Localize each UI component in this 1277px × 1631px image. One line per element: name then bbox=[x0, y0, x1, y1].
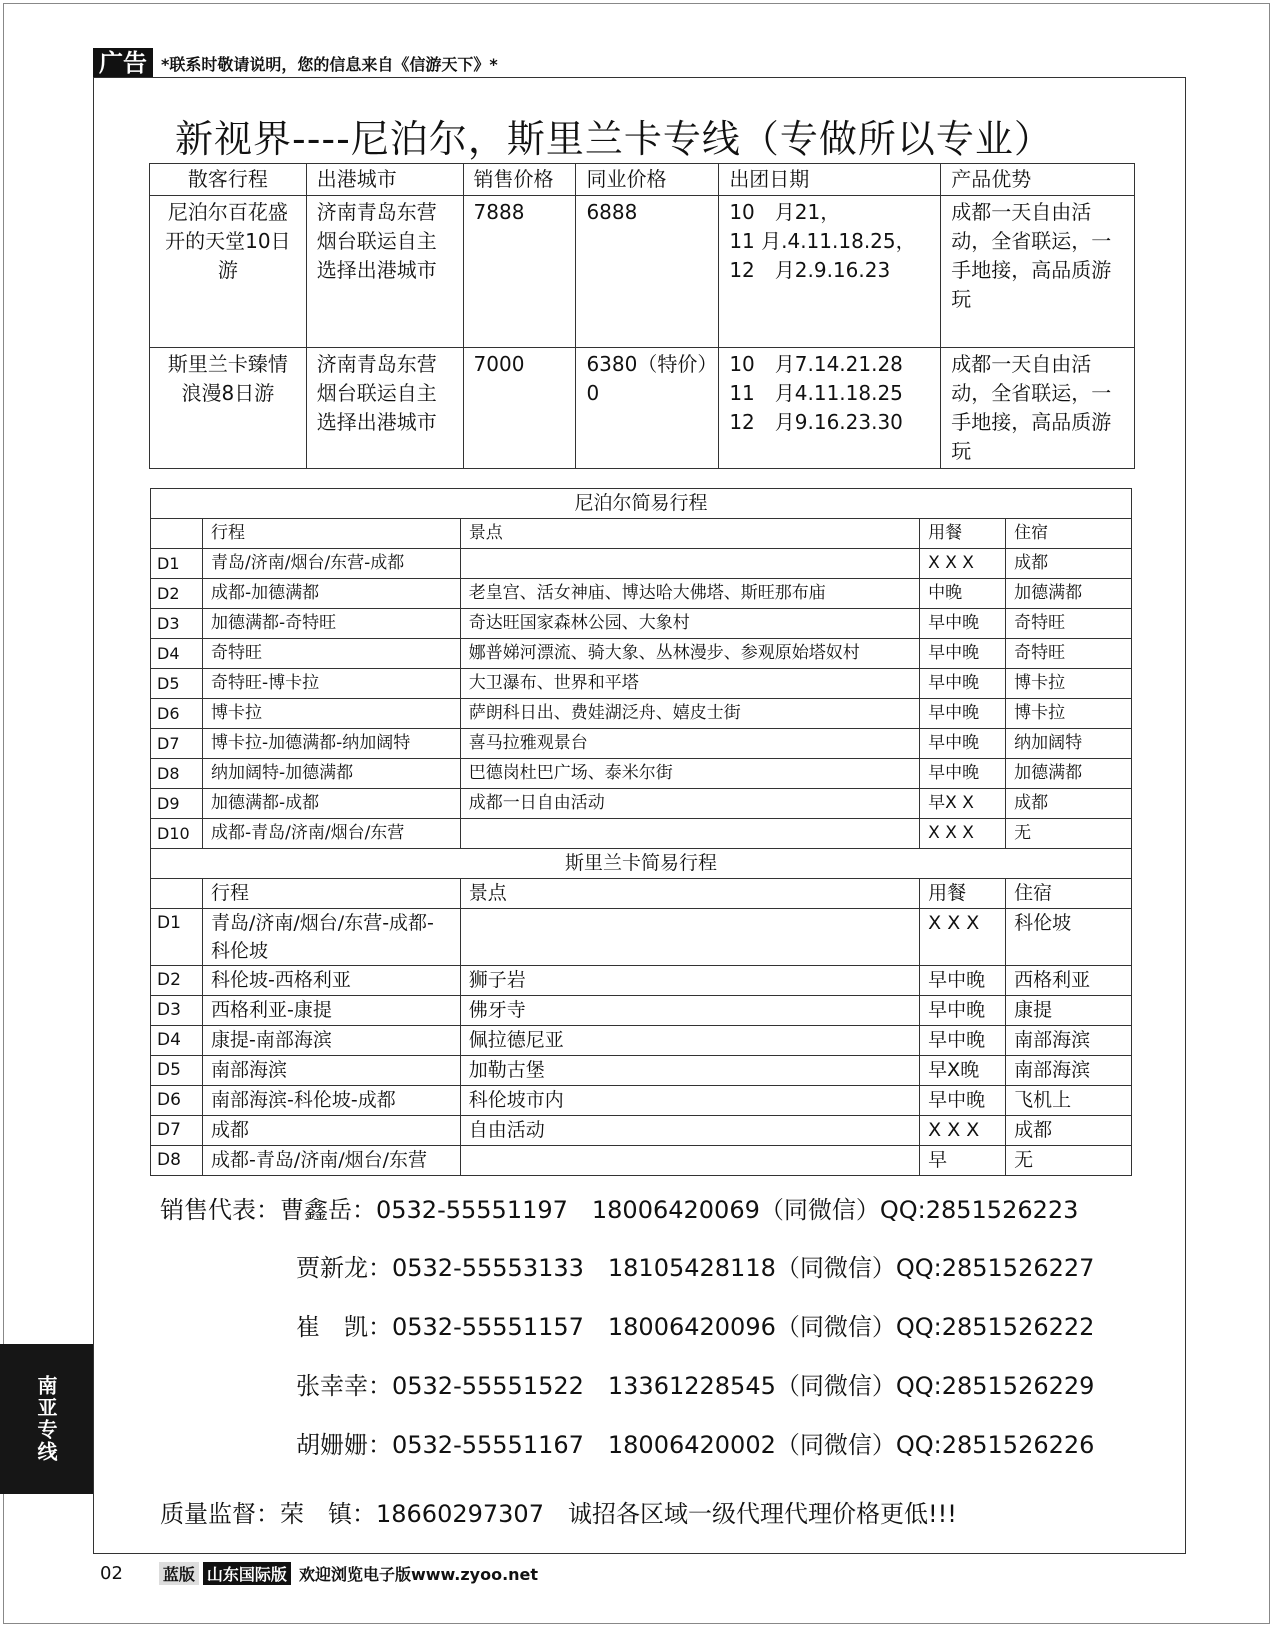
day-cell: D8 bbox=[151, 759, 203, 789]
hotel-cell: 成都 bbox=[1006, 1116, 1132, 1146]
col-header bbox=[151, 519, 203, 549]
hotel-cell: 无 bbox=[1006, 819, 1132, 849]
side-tab-label: 南亚专线 bbox=[34, 1375, 58, 1463]
departure-city: 济南青岛东营烟台联运自主选择出港城市 bbox=[306, 196, 463, 348]
hotel-cell: 加德满都 bbox=[1006, 759, 1132, 789]
col-header: 用餐 bbox=[920, 879, 1006, 909]
itinerary-row bbox=[151, 909, 1132, 966]
itinerary-row bbox=[151, 1086, 1132, 1116]
sales-rep: 贾新龙：0532-55553133 18105428118（同微信）QQ:2851526227 bbox=[296, 1254, 1095, 1282]
meals-cell: X X X bbox=[920, 1116, 1006, 1146]
itinerary-row bbox=[151, 669, 1132, 699]
meals-cell: 早中晚 bbox=[920, 699, 1006, 729]
hotel-cell: 博卡拉 bbox=[1006, 669, 1132, 699]
section-title: 斯里兰卡简易行程 bbox=[151, 849, 1132, 879]
col-header: 用餐 bbox=[920, 519, 1006, 549]
day-cell: D6 bbox=[151, 1086, 203, 1116]
sights-cell: 奇达旺国家森林公园、大象村 bbox=[460, 609, 919, 639]
sales-rep: 曹鑫岳：0532-55551197 18006420069（同微信）QQ:2851526223 bbox=[280, 1196, 1079, 1224]
day-cell: D2 bbox=[151, 966, 203, 996]
sights-cell bbox=[460, 1146, 919, 1176]
itinerary-row bbox=[151, 639, 1132, 669]
date-line: 10 月7.14.21.28 bbox=[729, 352, 903, 376]
sights-cell: 喜马拉雅观景台 bbox=[460, 729, 919, 759]
route-cell: 博卡拉 bbox=[202, 699, 460, 729]
meals-cell: 早中晚 bbox=[920, 1086, 1006, 1116]
route-cell: 成都-加德满都 bbox=[202, 579, 460, 609]
page-title: 新视界----尼泊尔，斯里兰卡专线（专做所以专业） bbox=[175, 117, 1053, 161]
hotel-cell: 飞机上 bbox=[1006, 1086, 1132, 1116]
meals-cell: 早中晚 bbox=[920, 966, 1006, 996]
itinerary-row bbox=[151, 819, 1132, 849]
sights-cell: 娜普娣河漂流、骑大象、丛林漫步、参观原始塔奴村 bbox=[460, 639, 919, 669]
section-title-row bbox=[151, 489, 1132, 519]
meals-cell: 早中晚 bbox=[920, 996, 1006, 1026]
sales-contact-line bbox=[296, 1248, 1094, 1283]
route-cell: 奇特旺 bbox=[202, 639, 460, 669]
route-cell: 南部海滨 bbox=[202, 1056, 460, 1086]
col-header: 散客行程 bbox=[150, 164, 307, 196]
route-cell: 成都-青岛/济南/烟台/东营 bbox=[202, 819, 460, 849]
hotel-cell: 奇特旺 bbox=[1006, 609, 1132, 639]
sales-contact-line bbox=[296, 1307, 1094, 1342]
col-header: 出团日期 bbox=[719, 164, 941, 196]
meals-cell: 早中晚 bbox=[920, 729, 1006, 759]
col-header: 景点 bbox=[460, 519, 919, 549]
route-cell: 纳加阔特-加德满都 bbox=[202, 759, 460, 789]
sales-contact-line bbox=[160, 1190, 1078, 1225]
meals-cell: 早中晚 bbox=[920, 639, 1006, 669]
day-cell: D7 bbox=[151, 729, 203, 759]
day-cell: D8 bbox=[151, 1146, 203, 1176]
sales-contact-line bbox=[296, 1425, 1094, 1460]
itinerary-row bbox=[151, 579, 1132, 609]
edition-tag: 蓝版 bbox=[159, 1562, 199, 1585]
sights-cell: 佛牙寺 bbox=[460, 996, 919, 1026]
hotel-cell: 南部海滨 bbox=[1006, 1056, 1132, 1086]
section-title-row bbox=[151, 849, 1132, 879]
col-header: 行程 bbox=[202, 519, 460, 549]
meals-cell: 中晚 bbox=[920, 579, 1006, 609]
ad-note: *联系时敬请说明，您的信息来自《信游天下》* bbox=[161, 54, 498, 74]
pricing-header-row bbox=[150, 164, 1135, 196]
day-cell: D1 bbox=[151, 549, 203, 579]
itinerary-row bbox=[151, 966, 1132, 996]
hotel-cell: 康提 bbox=[1006, 996, 1132, 1026]
meals-cell: 早中晚 bbox=[920, 669, 1006, 699]
meals-cell: 早 bbox=[920, 1146, 1006, 1176]
hotel-cell: 纳加阔特 bbox=[1006, 729, 1132, 759]
route-cell: 成都 bbox=[202, 1116, 460, 1146]
departure-dates bbox=[719, 196, 941, 348]
website-link[interactable]: 欢迎浏览电子版www.zyoo.net bbox=[298, 1564, 539, 1584]
meals-cell: 早中晚 bbox=[920, 759, 1006, 789]
trade-price: 6888 bbox=[576, 196, 719, 348]
itinerary-row bbox=[151, 609, 1132, 639]
route-cell: 科伦坡-西格利亚 bbox=[202, 966, 460, 996]
route-cell: 青岛/济南/烟台/东营-成都 bbox=[202, 549, 460, 579]
tour-name: 斯里兰卡臻情浪漫8日游 bbox=[150, 348, 307, 469]
itinerary-row bbox=[151, 996, 1132, 1026]
date-line: 12 月9.16.23.30 bbox=[729, 410, 903, 434]
hotel-cell: 科伦坡 bbox=[1006, 909, 1132, 966]
route-cell: 青岛/济南/烟台/东营-成都-科伦坡 bbox=[202, 909, 460, 966]
sights-cell bbox=[460, 549, 919, 579]
sale-price: 7000 bbox=[463, 348, 576, 469]
hotel-cell: 博卡拉 bbox=[1006, 699, 1132, 729]
quality-line: 质量监督：荣 镇：18660297307 诚招各区域一级代理代理价格更低!!! bbox=[160, 1500, 957, 1528]
route-cell: 南部海滨-科伦坡-成都 bbox=[202, 1086, 460, 1116]
itinerary-header-row bbox=[151, 879, 1132, 909]
hotel-cell: 南部海滨 bbox=[1006, 1026, 1132, 1056]
itinerary-row bbox=[151, 549, 1132, 579]
col-header: 销售价格 bbox=[463, 164, 576, 196]
route-cell: 博卡拉-加德满都-纳加阔特 bbox=[202, 729, 460, 759]
hotel-cell: 成都 bbox=[1006, 789, 1132, 819]
hotel-cell: 西格利亚 bbox=[1006, 966, 1132, 996]
day-cell: D5 bbox=[151, 669, 203, 699]
pricing-table bbox=[149, 163, 1135, 469]
date-line: 11 月4.11.18.25 bbox=[729, 381, 903, 405]
sights-cell: 巴德岗杜巴广场、泰米尔街 bbox=[460, 759, 919, 789]
sales-contact-line bbox=[296, 1366, 1094, 1401]
meals-cell: 早X X bbox=[920, 789, 1006, 819]
trade-price: 6380（特价）0 bbox=[576, 348, 719, 469]
day-cell: D5 bbox=[151, 1056, 203, 1086]
day-cell: D1 bbox=[151, 909, 203, 966]
sights-cell: 成都一日自由活动 bbox=[460, 789, 919, 819]
day-cell: D4 bbox=[151, 1026, 203, 1056]
advantage: 成都一天自由活动，全省联运，一手地接，高品质游玩 bbox=[941, 348, 1135, 469]
meals-cell: X X X bbox=[920, 549, 1006, 579]
col-header: 出港城市 bbox=[306, 164, 463, 196]
day-cell: D4 bbox=[151, 639, 203, 669]
sale-price: 7888 bbox=[463, 196, 576, 348]
tour-name: 尼泊尔百花盛开的天堂10日游 bbox=[150, 196, 307, 348]
sights-cell: 佩拉德尼亚 bbox=[460, 1026, 919, 1056]
ad-tag: 广告 bbox=[93, 48, 153, 78]
col-header bbox=[151, 879, 203, 909]
sales-rep: 胡姗姗：0532-55551167 18006420002（同微信）QQ:2851526226 bbox=[296, 1431, 1095, 1459]
itinerary-row bbox=[151, 729, 1132, 759]
sights-cell: 自由活动 bbox=[460, 1116, 919, 1146]
day-cell: D3 bbox=[151, 609, 203, 639]
sights-cell bbox=[460, 819, 919, 849]
itinerary-row bbox=[151, 789, 1132, 819]
day-cell: D2 bbox=[151, 579, 203, 609]
itinerary-row bbox=[151, 1056, 1132, 1086]
sights-cell bbox=[460, 909, 919, 966]
itinerary-header-row bbox=[151, 519, 1132, 549]
sales-label: 销售代表： bbox=[160, 1196, 280, 1224]
departure-dates bbox=[719, 348, 941, 469]
col-header: 产品优势 bbox=[941, 164, 1135, 196]
sights-cell: 加勒古堡 bbox=[460, 1056, 919, 1086]
date-line: 10 月21， bbox=[729, 200, 841, 224]
col-header: 住宿 bbox=[1006, 519, 1132, 549]
itinerary-row bbox=[151, 1026, 1132, 1056]
day-cell: D9 bbox=[151, 789, 203, 819]
col-header: 景点 bbox=[460, 879, 919, 909]
meals-cell: X X X bbox=[920, 819, 1006, 849]
hotel-cell: 无 bbox=[1006, 1146, 1132, 1176]
itinerary-row bbox=[151, 759, 1132, 789]
itinerary-table bbox=[150, 488, 1132, 1176]
day-cell: D10 bbox=[151, 819, 203, 849]
sights-cell: 萨朗科日出、费娃湖泛舟、嬉皮士街 bbox=[460, 699, 919, 729]
side-tab bbox=[0, 1344, 93, 1494]
route-cell: 西格利亚-康提 bbox=[202, 996, 460, 1026]
advantage: 成都一天自由活动，全省联运，一手地接，高品质游玩 bbox=[941, 196, 1135, 348]
col-header: 住宿 bbox=[1006, 879, 1132, 909]
meals-cell: 早中晚 bbox=[920, 1026, 1006, 1056]
date-line: 12 月2.9.16.23 bbox=[729, 258, 891, 282]
route-cell: 成都-青岛/济南/烟台/东营 bbox=[202, 1146, 460, 1176]
itinerary-row bbox=[151, 1116, 1132, 1146]
day-cell: D6 bbox=[151, 699, 203, 729]
hotel-cell: 奇特旺 bbox=[1006, 639, 1132, 669]
day-cell: D7 bbox=[151, 1116, 203, 1146]
sales-rep: 张幸幸：0532-55551522 13361228545（同微信）QQ:2851526229 bbox=[296, 1372, 1095, 1400]
page-number: 02 bbox=[100, 1562, 123, 1584]
sights-cell: 大卫瀑布、世界和平塔 bbox=[460, 669, 919, 699]
route-cell: 康提-南部海滨 bbox=[202, 1026, 460, 1056]
departure-city: 济南青岛东营烟台联运自主选择出港城市 bbox=[306, 348, 463, 469]
hotel-cell: 成都 bbox=[1006, 549, 1132, 579]
day-cell: D3 bbox=[151, 996, 203, 1026]
meals-cell: X X X bbox=[920, 909, 1006, 966]
pricing-row bbox=[150, 348, 1135, 469]
date-line: 11 月.4.11.18.25， bbox=[729, 229, 916, 253]
meals-cell: 早X晚 bbox=[920, 1056, 1006, 1086]
sights-cell: 科伦坡市内 bbox=[460, 1086, 919, 1116]
sights-cell: 老皇宫、活女神庙、博达哈大佛塔、斯旺那布庙 bbox=[460, 579, 919, 609]
hotel-cell: 加德满都 bbox=[1006, 579, 1132, 609]
route-cell: 奇特旺-博卡拉 bbox=[202, 669, 460, 699]
col-header: 行程 bbox=[202, 879, 460, 909]
route-cell: 加德满都-奇特旺 bbox=[202, 609, 460, 639]
meals-cell: 早中晚 bbox=[920, 609, 1006, 639]
top-bar bbox=[93, 48, 498, 78]
route-cell: 加德满都-成都 bbox=[202, 789, 460, 819]
sales-rep: 崔 凯：0532-55551157 18006420096（同微信）QQ:2851526222 bbox=[296, 1313, 1095, 1341]
pricing-row bbox=[150, 196, 1135, 348]
sights-cell: 狮子岩 bbox=[460, 966, 919, 996]
itinerary-row bbox=[151, 1146, 1132, 1176]
itinerary-row bbox=[151, 699, 1132, 729]
region-tag: 山东国际版 bbox=[203, 1562, 291, 1585]
section-title: 尼泊尔简易行程 bbox=[151, 489, 1132, 519]
col-header: 同业价格 bbox=[576, 164, 719, 196]
footer bbox=[100, 1560, 538, 1586]
